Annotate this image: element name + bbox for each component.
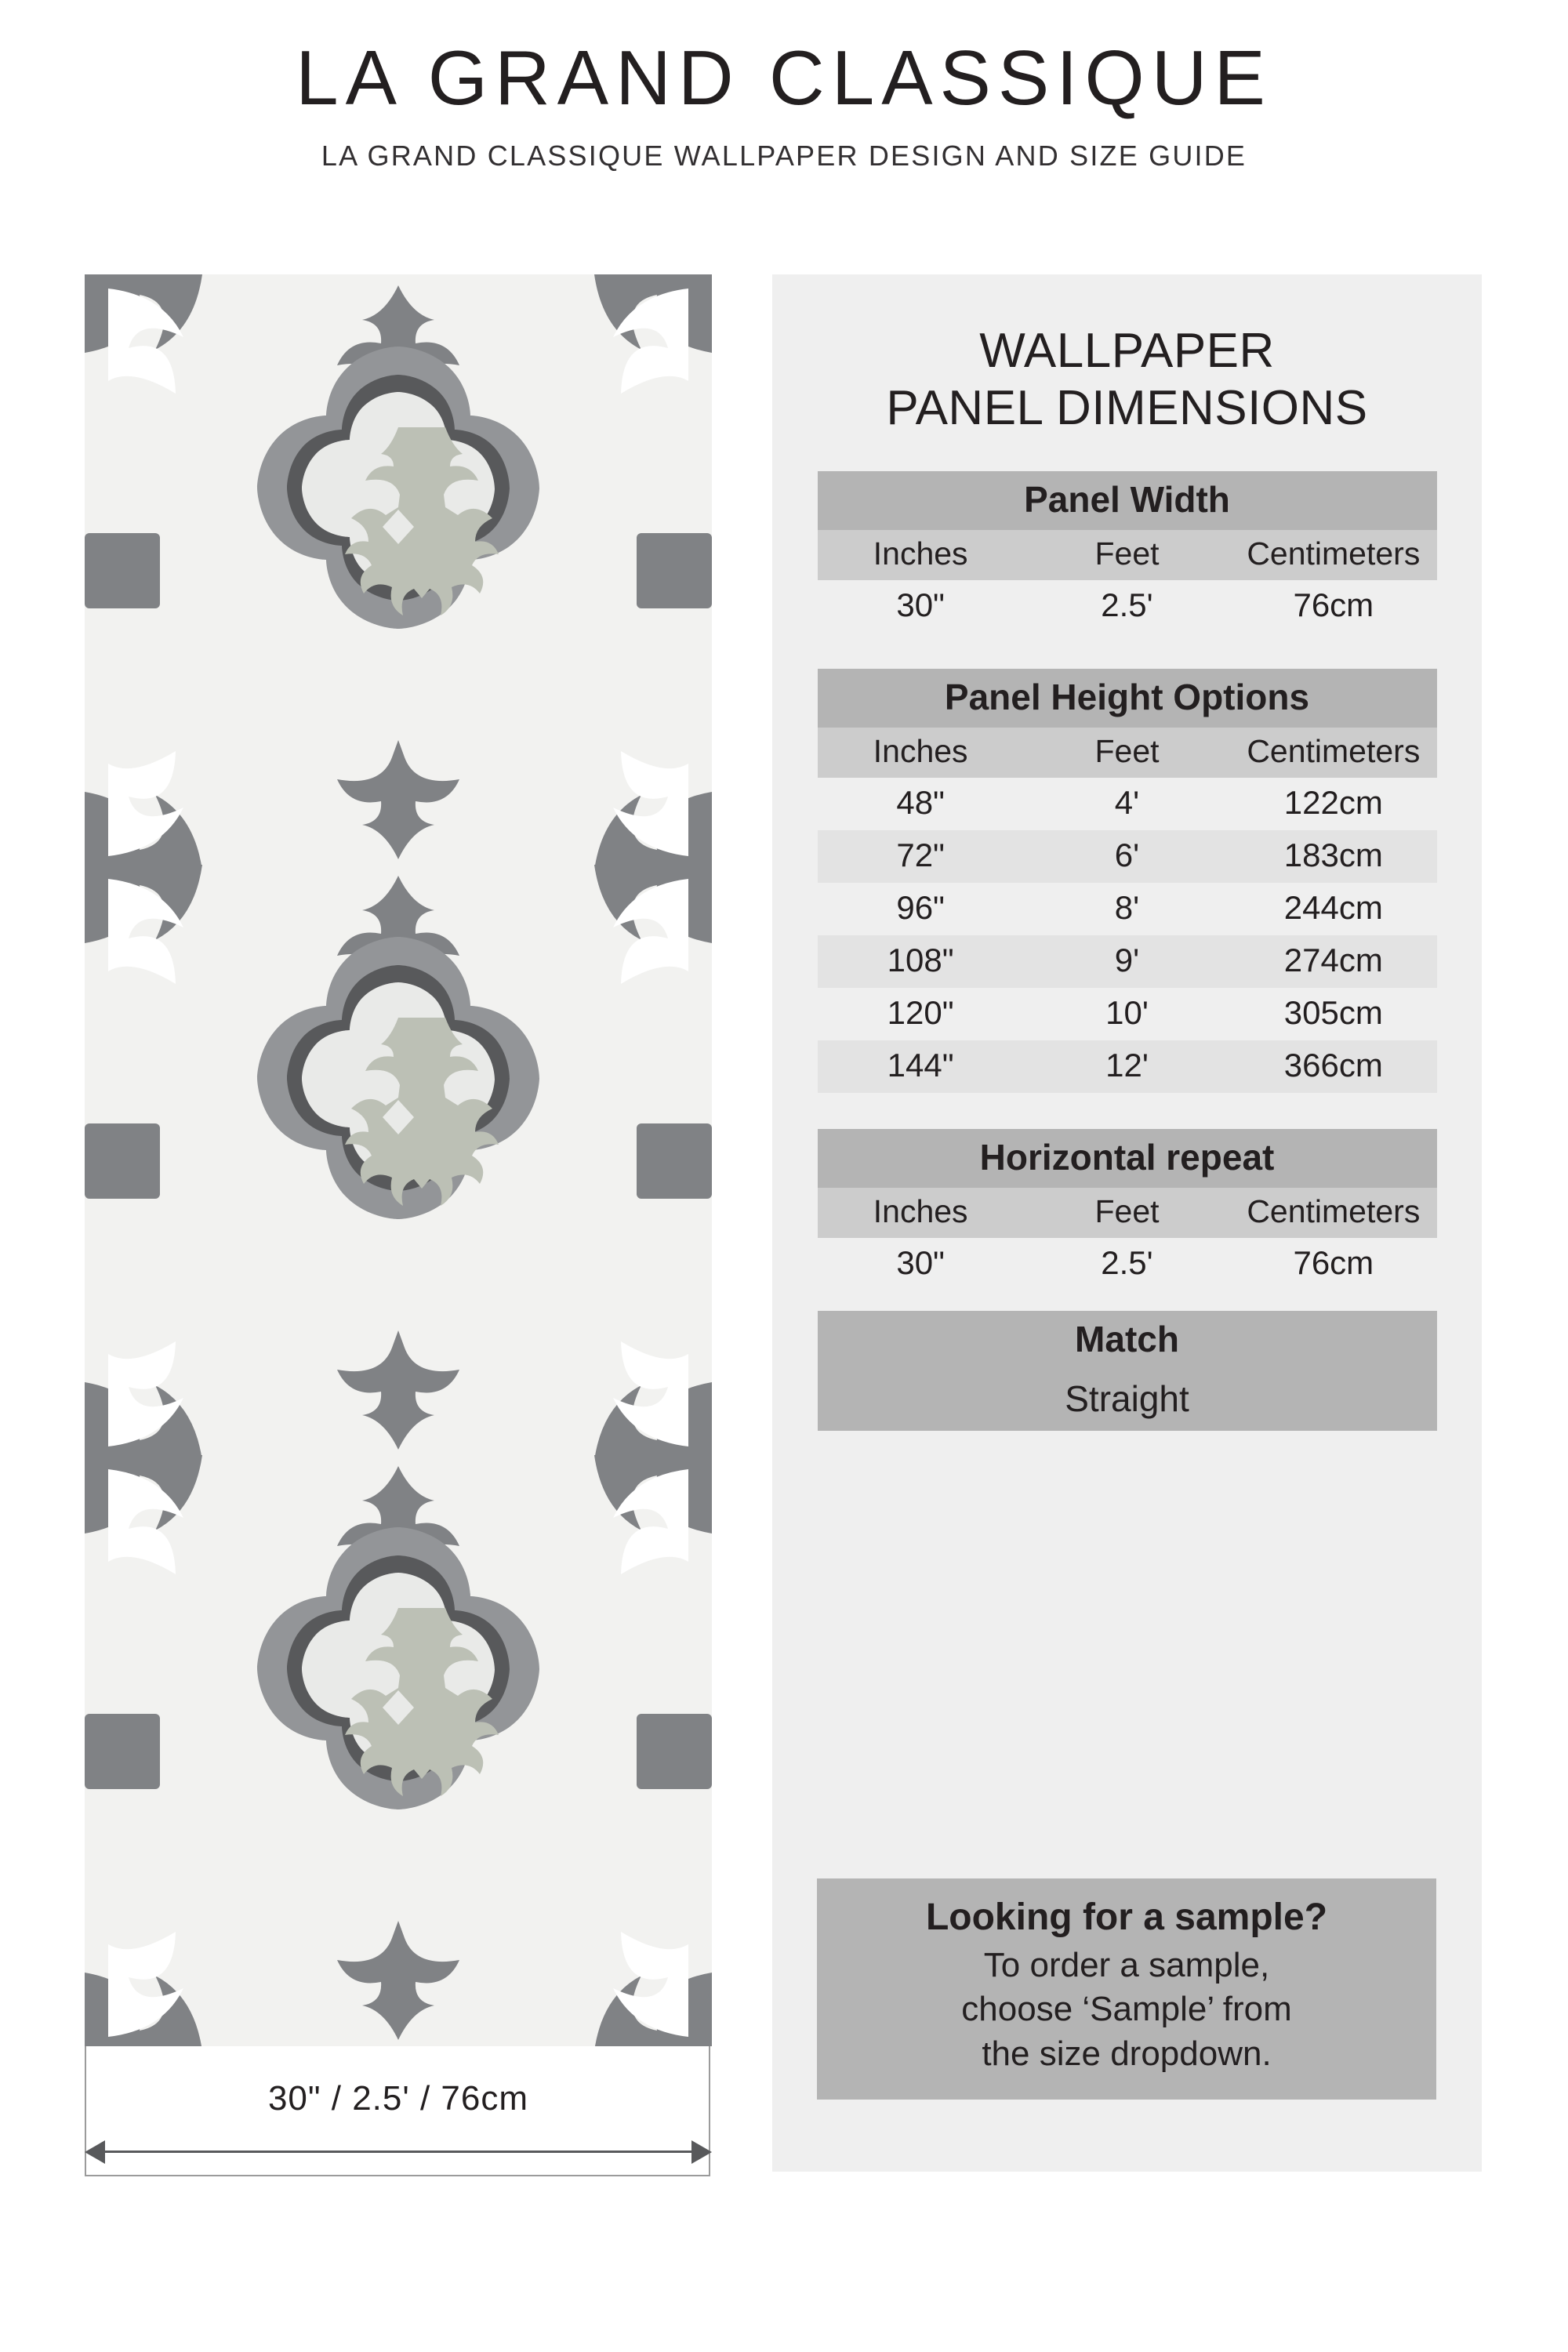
page-title: LA GRAND CLASSIQUE: [296, 34, 1272, 121]
section-heading: Match: [818, 1311, 1437, 1370]
horizontal-repeat-table: [818, 1129, 1437, 1290]
cell-match-value: Straight: [818, 1370, 1437, 1431]
column-header-row: [818, 1188, 1437, 1238]
cell-inches: 72": [818, 830, 1024, 883]
sample-callout: [817, 1878, 1436, 2100]
column-header-row: [818, 530, 1437, 580]
measure-line: [99, 2151, 698, 2153]
panel-width-table: [818, 471, 1437, 633]
column-header-feet: Feet: [1024, 1188, 1230, 1238]
cell-feet: 2.5': [1101, 1244, 1153, 1282]
page-subtitle: LA GRAND CLASSIQUE WALLPAPER DESIGN AND SIZE GUIDE: [321, 140, 1247, 172]
column-header-centimeters: Centimeters: [1230, 728, 1436, 778]
spacer: [818, 633, 1437, 669]
table-row: [818, 1040, 1437, 1093]
cell-feet: 10': [1105, 994, 1149, 1032]
column-header-inches: Inches: [818, 530, 1024, 580]
cell-inches: 30": [896, 1244, 945, 1282]
dimensions-panel: [772, 274, 1482, 2172]
panel-height-table: [818, 669, 1437, 1093]
cell-inches: 96": [896, 889, 945, 927]
cell-centimeters: 183cm: [1230, 830, 1436, 883]
cell-centimeters: 76cm: [1293, 586, 1374, 624]
panel-title-line1: WALLPAPER: [979, 324, 1275, 378]
width-label: 30" / 2.5' / 76cm: [267, 2079, 529, 2118]
cell-inches: 30": [896, 586, 945, 624]
section-heading: Horizontal repeat: [818, 1129, 1437, 1188]
spacer: [818, 1093, 1437, 1129]
cell-centimeters: 244cm: [1283, 889, 1383, 927]
section-heading-row: [818, 471, 1437, 530]
cell-inches: 108": [818, 935, 1024, 988]
column-header-feet: Feet: [1024, 530, 1230, 580]
cell-centimeters: 76cm: [1293, 1244, 1374, 1282]
section-heading: Panel Height Options: [818, 669, 1437, 728]
sample-title: Looking for a sample?: [925, 1896, 1328, 1939]
cell-centimeters: 274cm: [1230, 935, 1436, 988]
sample-line-3: the size dropdown.: [982, 2034, 1272, 2073]
section-heading-row: [818, 1311, 1437, 1370]
pattern-tile: [85, 274, 712, 870]
cell-feet: 8': [1114, 889, 1140, 927]
pattern-tile: [85, 1455, 712, 2046]
cell-feet: 12': [1024, 1040, 1230, 1093]
arrow-left-icon: [85, 2140, 105, 2164]
column-header-centimeters: Centimeters: [1230, 530, 1436, 580]
arrow-right-icon: [691, 2140, 712, 2164]
cell-feet: 4': [1114, 784, 1140, 822]
sample-line-1: To order a sample,: [983, 1946, 1270, 1985]
table-row: [818, 883, 1437, 935]
spacer: [818, 1290, 1437, 1311]
pattern-tile: [85, 865, 712, 1461]
table-row: [818, 1370, 1437, 1431]
section-heading: Panel Width: [818, 471, 1437, 530]
cell-centimeters: 366cm: [1230, 1040, 1436, 1093]
cell-centimeters: 122cm: [1283, 784, 1383, 822]
column-header-row: [818, 728, 1437, 778]
table-row: [818, 580, 1437, 633]
cell-feet: 2.5': [1101, 586, 1153, 624]
section-heading-row: [818, 1129, 1437, 1188]
page-header: [0, 0, 1568, 172]
dimension-tables: [818, 471, 1437, 1431]
section-heading-row: [818, 669, 1437, 728]
cell-inches: 144": [818, 1040, 1024, 1093]
cell-centimeters: 305cm: [1283, 994, 1383, 1032]
column-header-feet: Feet: [1024, 728, 1230, 778]
cell-feet: 9': [1024, 935, 1230, 988]
table-row: [818, 830, 1437, 883]
table-row: [818, 935, 1437, 988]
sample-line-2: choose ‘Sample’ from: [961, 1990, 1292, 2029]
main-content: [0, 259, 1568, 2266]
panel-title-line2: PANEL DIMENSIONS: [886, 380, 1368, 435]
column-header-centimeters: Centimeters: [1230, 1188, 1436, 1238]
cell-inches: 120": [887, 994, 954, 1032]
column-header-inches: Inches: [818, 728, 1024, 778]
match-table: [818, 1311, 1437, 1431]
cell-feet: 6': [1024, 830, 1230, 883]
width-measurement: [85, 2046, 712, 2223]
panel-title: [772, 323, 1482, 437]
table-row: [818, 778, 1437, 830]
table-row: [818, 988, 1437, 1040]
cell-inches: 48": [896, 784, 945, 822]
table-row: [818, 1238, 1437, 1290]
column-header-inches: Inches: [818, 1188, 1024, 1238]
wallpaper-swatch: [85, 274, 712, 2046]
wallpaper-preview: [85, 274, 712, 2223]
